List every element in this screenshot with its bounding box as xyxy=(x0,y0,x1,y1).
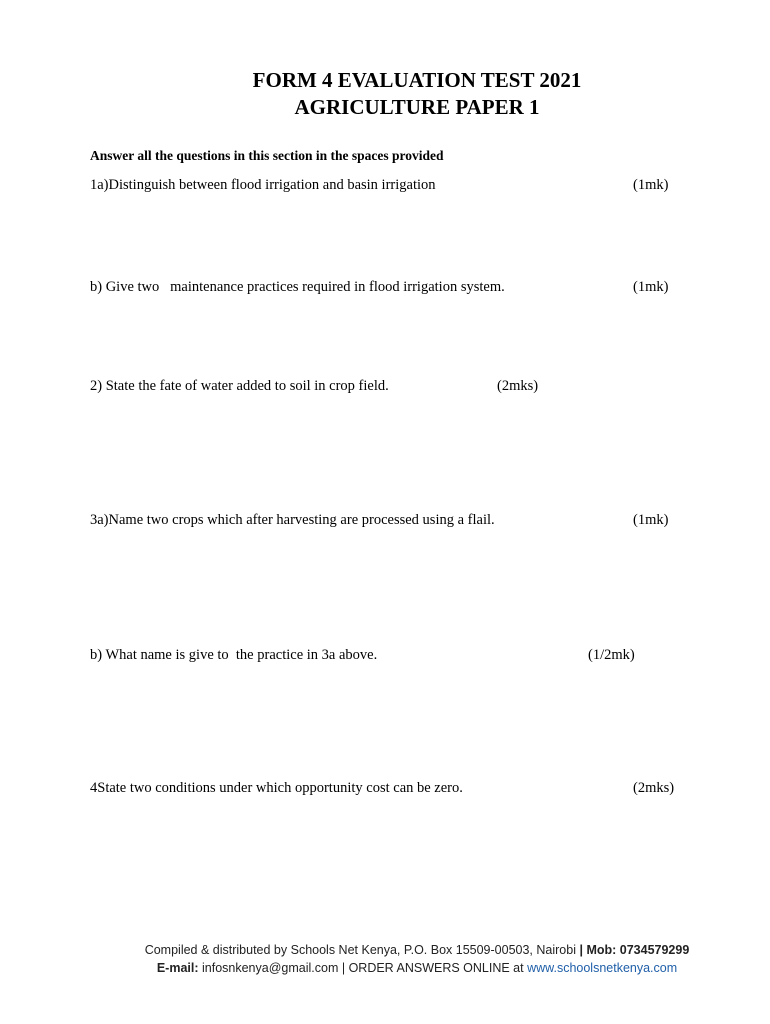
footer-order-text: | ORDER ANSWERS ONLINE at xyxy=(338,961,528,975)
footer-email-label: E-mail: xyxy=(156,961,199,975)
title-line-2: AGRICULTURE PAPER 1 xyxy=(294,95,540,119)
title-line-1: FORM 4 EVALUATION TEST 2021 xyxy=(252,68,582,92)
question-1a-marks: (1mk) xyxy=(633,177,669,193)
footer-email[interactable]: infosnkenya@gmail.com xyxy=(198,961,339,975)
question-3a: 3a)Name two crops which after harvesting are processed using a flail. xyxy=(90,512,495,528)
footer-line-2 xyxy=(32,961,770,975)
question-1a: 1a)Distinguish between flood irrigation and basin irrigation xyxy=(90,177,436,193)
footer-line-1 xyxy=(32,943,770,957)
question-4: 4State two conditions under which opportunity cost can be zero. xyxy=(90,780,463,796)
question-3a-marks: (1mk) xyxy=(633,512,669,528)
footer-compiled: Compiled & distributed by Schools Net Kenya, P.O. Box 15509-00503, Nairobi xyxy=(144,943,576,957)
question-2-marks: (2mks) xyxy=(497,378,539,394)
question-2: 2) State the fate of water added to soil in crop field. xyxy=(90,378,389,394)
section-instruction: Answer all the questions in this section in the spaces provided xyxy=(90,148,444,163)
footer-mobile: Mob: 0734579299 xyxy=(586,943,690,957)
question-1b-marks: (1mk) xyxy=(633,279,669,295)
footer-website-link[interactable]: www.schoolsnetkenya.com xyxy=(527,961,678,975)
question-1b: b) Give two maintenance practices required in flood irrigation system. xyxy=(90,279,505,295)
question-4-marks: (2mks) xyxy=(633,780,675,796)
question-3b: b) What name is give to the practice in 3a above. xyxy=(90,647,378,663)
question-3b-marks: (1/2mk) xyxy=(588,647,635,663)
footer-separator: | xyxy=(575,943,587,957)
